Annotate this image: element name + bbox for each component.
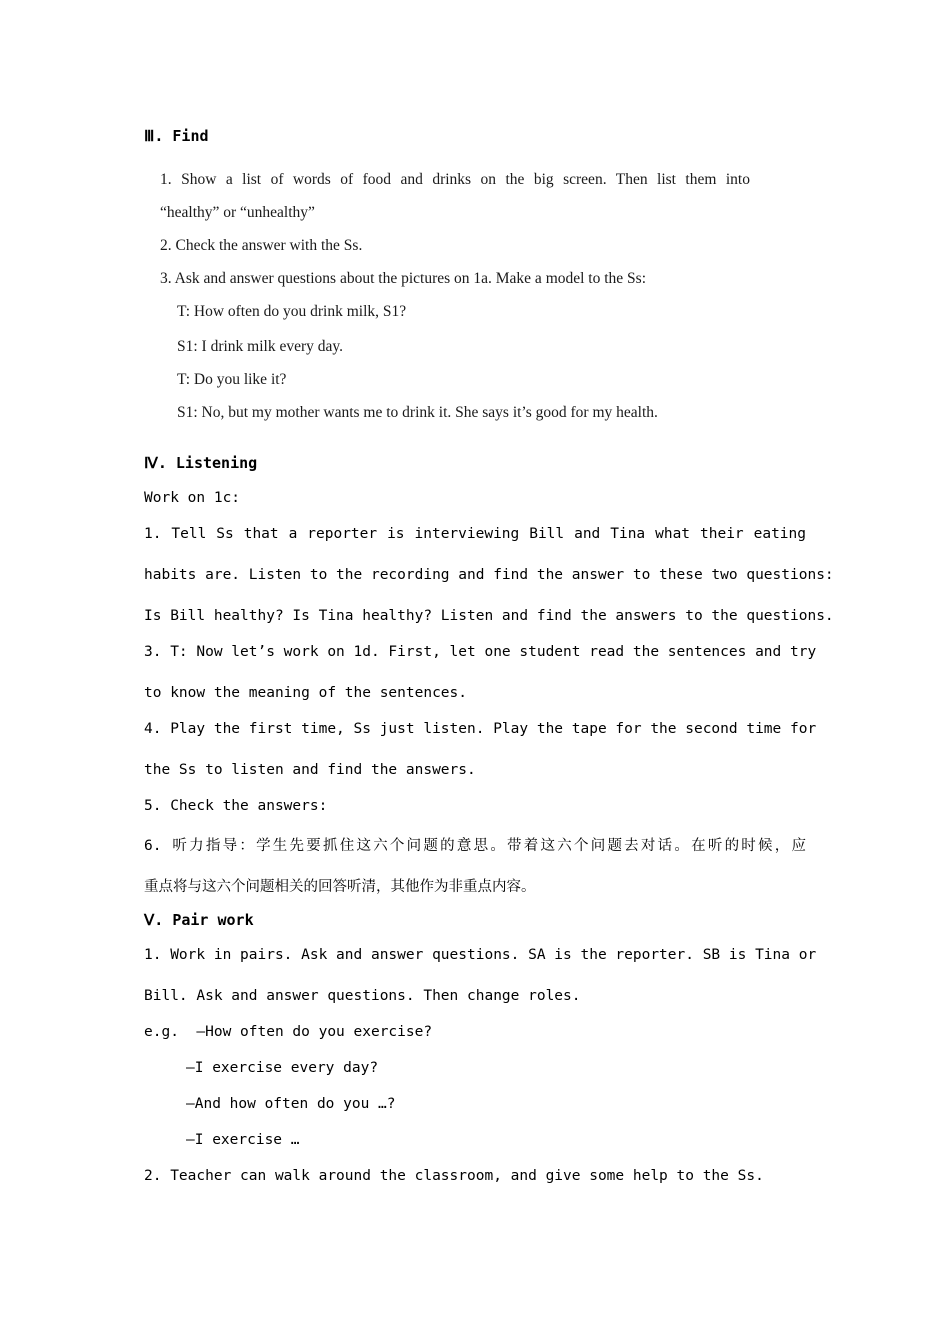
pair-line-2: Bill. Ask and answer questions. Then change roles. xyxy=(144,988,581,1004)
pair-line-1: 1. Work in pairs. Ask and answer questions. SA is the reporter. SB is Tina or xyxy=(144,947,817,963)
listening-line-5: 3. T: Now let’s work on 1d. First, let one student read the sentences and try xyxy=(144,644,817,660)
listening-line-11: 重点将与这六个问题相关的回答听清，其他作为非重点内容。 xyxy=(144,879,536,895)
listening-line-6: to know the meaning of the sentences. xyxy=(144,685,468,701)
dialogue-line-3: T: Do you like it? xyxy=(177,371,287,388)
pair-line-4: —I exercise every day? xyxy=(186,1060,379,1076)
listening-line-4: Is Bill healthy? Is Tina healthy? Listen and find the answers to the questions. xyxy=(144,608,834,624)
dialogue-line-1: T: How often do you drink milk, S1? xyxy=(177,303,407,320)
listening-line-3: habits are. Listen to the recording and find the answer to these two questions: xyxy=(144,567,834,583)
pair-line-3: e.g. —How often do you exercise? xyxy=(144,1024,433,1040)
listening-line-7: 4. Play the first time, Ss just listen. Play the tape for the second time for xyxy=(144,721,817,737)
pair-line-7: 2. Teacher can walk around the classroom, and give some help to the Ss. xyxy=(144,1168,764,1184)
find-line-2: “healthy” or “unhealthy” xyxy=(160,204,315,221)
listening-line-10: 6. 听力指导：学生先要抓住这六个问题的意思。带着这六个问题去对话。在听的时候，应 xyxy=(144,838,806,854)
dialogue-line-4: S1: No, but my mother wants me to drink it. She says it’s good for my health. xyxy=(177,404,658,421)
listening-line-8: the Ss to listen and find the answers. xyxy=(144,762,476,778)
listening-line-1: Work on 1c: xyxy=(144,490,241,506)
section-heading-find: Ⅲ. Find xyxy=(144,127,209,145)
dialogue-line-2: S1: I drink milk every day. xyxy=(177,338,344,355)
listening-line-2: 1. Tell Ss that a reporter is interviewing Bill and Tina what their eating xyxy=(144,526,806,542)
section-heading-listening: Ⅳ. Listening xyxy=(144,454,258,472)
pair-line-6: —I exercise … xyxy=(186,1132,300,1148)
pair-line-5: —And how often do you …? xyxy=(186,1096,396,1112)
find-line-3: 2. Check the answer with the Ss. xyxy=(160,237,363,254)
section-heading-pair-work: Ⅴ. Pair work xyxy=(144,911,254,929)
find-line-1: 1. Show a list of words of food and drinks on the big screen. Then list them into xyxy=(160,171,750,188)
listening-line-9: 5. Check the answers: xyxy=(144,798,328,814)
find-line-4: 3. Ask and answer questions about the pictures on 1a. Make a model to the Ss: xyxy=(160,270,647,287)
